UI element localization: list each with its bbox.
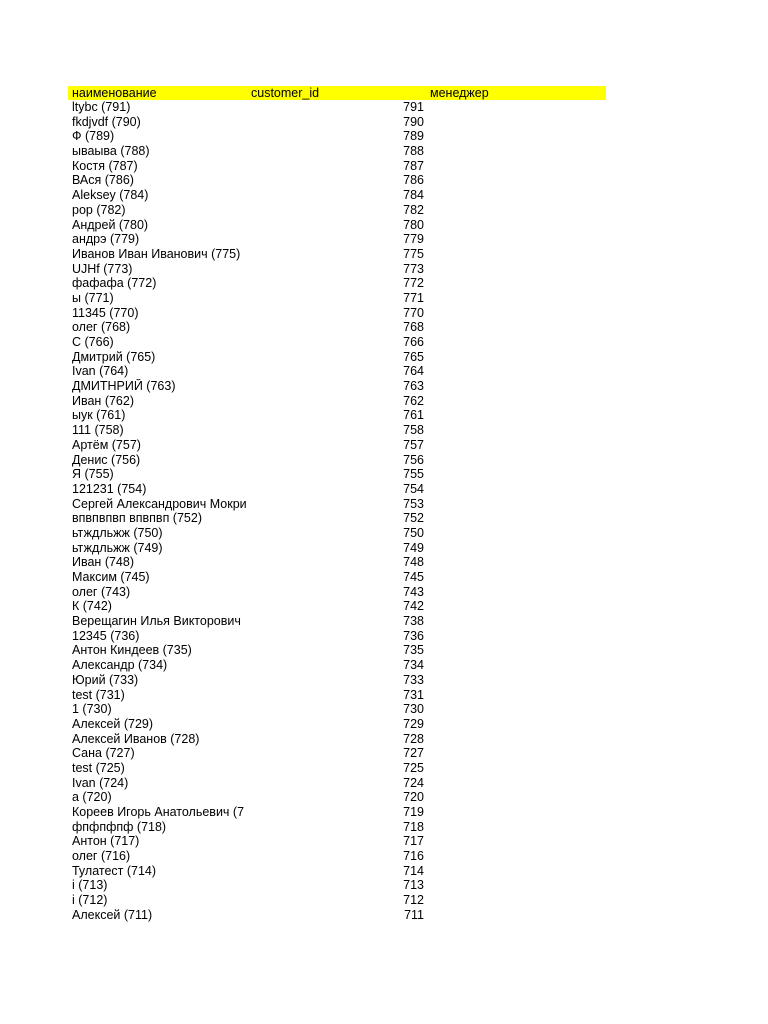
cell-customer-id: 745 — [403, 570, 424, 584]
header-row — [68, 86, 606, 100]
cell-customer-id: 733 — [403, 672, 424, 687]
cell-customer-id: 729 — [403, 716, 424, 731]
cell-name: Я (755) — [72, 467, 114, 482]
table-row — [68, 776, 606, 791]
cell-customer-id: 716 — [403, 849, 424, 864]
cell-name: Сергей Александрович Мокри — [72, 496, 247, 511]
cell-customer-id: 784 — [403, 188, 424, 203]
table-row — [68, 320, 606, 335]
cell-name: i (713) — [72, 878, 108, 893]
cell-customer-id: 766 — [403, 335, 424, 349]
cell-name: Иван (748) — [72, 555, 134, 570]
cell-name: 1 (730) — [72, 702, 112, 717]
cell-customer-id: 719 — [403, 805, 424, 819]
table-row — [68, 482, 606, 497]
table-row — [68, 453, 606, 468]
cell-customer-id: 782 — [403, 202, 424, 217]
cell-customer-id: 756 — [403, 452, 424, 467]
cell-name: Алексей (729) — [72, 716, 154, 731]
cell-name: pop (782) — [72, 202, 126, 217]
table-row — [68, 100, 606, 115]
cell-customer-id: 753 — [403, 496, 424, 511]
cell-customer-id: 758 — [403, 423, 424, 438]
table-row — [68, 864, 606, 879]
table-row — [68, 702, 606, 717]
table-row — [68, 834, 606, 849]
table-row — [68, 173, 606, 188]
cell-customer-id: 734 — [403, 658, 424, 673]
table-row — [68, 306, 606, 321]
cell-name: Алексей Иванов (728) — [72, 731, 200, 746]
cell-name: Кореев Игорь Анатольевич (7 — [72, 805, 245, 819]
cell-customer-id: 720 — [403, 790, 424, 805]
column-header-manager: менеджер — [430, 86, 489, 100]
cell-customer-id: 765 — [403, 349, 424, 364]
cell-customer-id: 761 — [403, 408, 424, 423]
table-row — [68, 746, 606, 761]
table-row — [68, 511, 606, 526]
cell-customer-id: 735 — [403, 643, 424, 658]
cell-customer-id: 748 — [403, 555, 424, 570]
cell-customer-id: 791 — [403, 100, 424, 114]
table-row — [68, 805, 606, 820]
cell-name: Сана (727) — [72, 746, 135, 761]
cell-name: Иванов Иван Иванович (775) — [72, 246, 241, 261]
cell-customer-id: 772 — [403, 276, 424, 291]
cell-customer-id: 773 — [403, 261, 424, 276]
cell-customer-id: 728 — [403, 731, 424, 746]
table-row — [68, 790, 606, 805]
cell-name: Иван (762) — [72, 393, 134, 408]
cell-name: UJHf (773) — [72, 261, 133, 276]
cell-customer-id: 789 — [403, 129, 424, 144]
table-row — [68, 688, 606, 703]
cell-customer-id: 779 — [403, 232, 424, 247]
cell-name: ьтждльжж (750) — [72, 525, 163, 540]
cell-name: Денис (756) — [72, 452, 141, 467]
cell-customer-id: 768 — [403, 320, 424, 335]
cell-customer-id: 711 — [404, 907, 424, 922]
cell-customer-id: 754 — [403, 481, 424, 496]
table-row — [68, 732, 606, 747]
cell-customer-id: 742 — [403, 599, 424, 614]
cell-name: олег (716) — [72, 849, 131, 864]
table-row — [68, 247, 606, 262]
table-row — [68, 276, 606, 291]
cell-name: ДМИТНРИЙ (763) — [72, 379, 176, 394]
table-row — [68, 144, 606, 159]
table-row — [68, 761, 606, 776]
table-row — [68, 364, 606, 379]
cell-name: Александр (734) — [72, 658, 168, 673]
cell-customer-id: 790 — [403, 114, 424, 129]
cell-name: ltybc (791) — [72, 100, 131, 114]
cell-customer-id: 762 — [403, 393, 424, 408]
table-row — [68, 658, 606, 673]
cell-customer-id: 717 — [403, 834, 424, 849]
cell-name: ьтждльжж (749) — [72, 540, 163, 555]
cell-customer-id: 757 — [403, 437, 424, 452]
table-row — [68, 379, 606, 394]
cell-name: Алексей (711) — [72, 907, 153, 922]
cell-name: Костя (787) — [72, 158, 138, 173]
table-row — [68, 188, 606, 203]
table-row — [68, 717, 606, 732]
table-row — [68, 643, 606, 658]
cell-customer-id: 771 — [403, 290, 424, 305]
table-row — [68, 350, 606, 365]
cell-customer-id: 718 — [403, 819, 424, 834]
cell-name: Ф (789) — [72, 129, 115, 144]
cell-customer-id: 764 — [403, 364, 424, 379]
cell-customer-id: 775 — [403, 246, 424, 261]
cell-name: Антон Киндеев (735) — [72, 643, 192, 658]
table-row — [68, 820, 606, 835]
table-row — [68, 129, 606, 144]
table-row — [68, 497, 606, 512]
table-row — [68, 423, 606, 438]
table-row — [68, 262, 606, 277]
cell-name: а (720) — [72, 790, 112, 805]
cell-customer-id: 713 — [403, 878, 424, 893]
cell-name: test (725) — [72, 760, 125, 775]
cell-customer-id: 731 — [403, 687, 424, 702]
table-row — [68, 555, 606, 570]
table-row — [68, 878, 606, 893]
cell-customer-id: 786 — [403, 173, 424, 188]
cell-customer-id: 755 — [403, 467, 424, 482]
cell-customer-id: 730 — [403, 702, 424, 717]
table-row — [68, 908, 606, 923]
cell-customer-id: 725 — [403, 760, 424, 775]
cell-customer-id: 714 — [403, 863, 424, 878]
cell-customer-id: 770 — [403, 305, 424, 320]
spreadsheet — [68, 86, 606, 923]
cell-name: 12345 (736) — [72, 628, 140, 643]
table-row — [68, 467, 606, 482]
cell-name: Тулатест (714) — [72, 863, 157, 878]
table-row — [68, 438, 606, 453]
table-row — [68, 541, 606, 556]
cell-customer-id: 787 — [403, 158, 424, 173]
table-row — [68, 394, 606, 409]
cell-name: 111 (758) — [72, 423, 124, 438]
table-row — [68, 599, 606, 614]
cell-customer-id: 738 — [403, 614, 424, 629]
table-row — [68, 673, 606, 688]
cell-customer-id: 750 — [403, 525, 424, 540]
cell-name: ы (771) — [72, 290, 114, 305]
cell-name: ВАся (786) — [72, 173, 134, 188]
cell-name: Антон (717) — [72, 834, 140, 849]
cell-name: Артём (757) — [72, 437, 141, 452]
cell-name: впвпвпвп впвпвп (752) — [72, 511, 202, 526]
cell-name: Максим (745) — [72, 570, 150, 584]
cell-name: i (712) — [72, 893, 108, 908]
cell-customer-id: 724 — [403, 775, 424, 790]
table-row — [68, 232, 606, 247]
cell-name: 11345 (770) — [72, 305, 139, 320]
table-row — [68, 218, 606, 233]
cell-name: Ivan (724) — [72, 775, 129, 790]
cell-name: ыук (761) — [72, 408, 126, 423]
table-row — [68, 526, 606, 541]
cell-name: ываыва (788) — [72, 144, 150, 159]
cell-customer-id: 736 — [403, 628, 424, 643]
cell-name: К (742) — [72, 599, 112, 614]
cell-customer-id: 763 — [403, 379, 424, 394]
cell-customer-id: 780 — [403, 217, 424, 232]
cell-name: Верещагин Илья Викторович — [72, 614, 241, 629]
cell-customer-id: 788 — [403, 144, 424, 159]
cell-name: С (766) — [72, 335, 114, 349]
cell-name: Aleksey (784) — [72, 188, 149, 203]
cell-name: Андрей (780) — [72, 217, 149, 232]
table-row — [68, 291, 606, 306]
cell-customer-id: 752 — [403, 511, 424, 526]
table-row — [68, 115, 606, 130]
cell-name: олег (768) — [72, 320, 131, 335]
cell-name: фпфпфпф (718) — [72, 819, 167, 834]
table-row — [68, 585, 606, 600]
column-header-customer-id: customer_id — [251, 86, 320, 100]
cell-name: test (731) — [72, 687, 125, 702]
table-row — [68, 335, 606, 350]
cell-name: олег (743) — [72, 584, 131, 599]
cell-name: fkdjvdf (790) — [72, 114, 141, 129]
table-row — [68, 570, 606, 585]
cell-name: Дмитрий (765) — [72, 349, 156, 364]
table-row — [68, 614, 606, 629]
cell-name: Юрий (733) — [72, 672, 139, 687]
cell-customer-id: 743 — [403, 584, 424, 599]
table-body — [68, 100, 606, 923]
cell-customer-id: 712 — [403, 893, 424, 908]
table-row — [68, 408, 606, 423]
cell-name: 121231 (754) — [72, 481, 147, 496]
cell-customer-id: 749 — [403, 540, 424, 555]
table-row — [68, 849, 606, 864]
table-row — [68, 159, 606, 174]
cell-name: андрэ (779) — [72, 232, 140, 247]
table-row — [68, 629, 606, 644]
table-row — [68, 203, 606, 218]
column-header-name: наименование — [72, 86, 157, 100]
table-row — [68, 893, 606, 908]
cell-name: Ivan (764) — [72, 364, 129, 379]
cell-name: фафафа (772) — [72, 276, 157, 291]
cell-customer-id: 727 — [403, 746, 424, 761]
